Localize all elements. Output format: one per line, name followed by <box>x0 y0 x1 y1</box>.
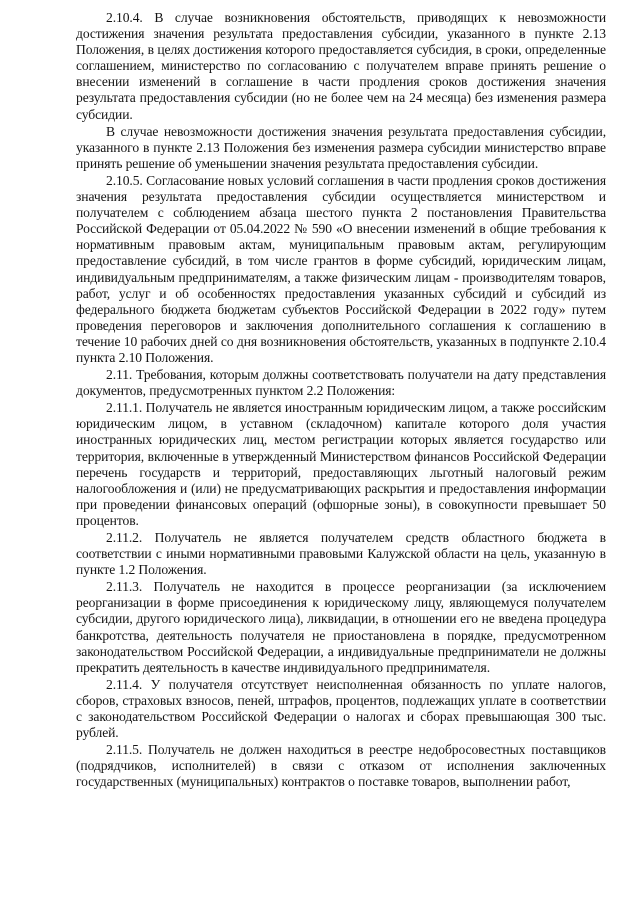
paragraph-2-11: 2.11. Требования, которым должны соответствовать получатели на дату представления документов, предусмотренных пунктом 2.2 Положения: <box>76 367 606 399</box>
paragraph-2-10-4-continuation: В случае невозможности достижения значения результата предоставления субсидии, указанного в пункте 2.13 Положения без изменения размера субсидии министерство вправе принять решение об уменьшении значения результата предоставления субсидии. <box>76 123 606 171</box>
paragraph-2-11-2: 2.11.2. Получатель не является получателем средств областного бюджета в соответствии с иными нормативными правовыми Калужской области на цель, указанную в пункте 1.2 Положения. <box>76 530 606 578</box>
document-body <box>76 10 606 792</box>
paragraph-2-11-4: 2.11.4. У получателя отсутствует неисполненная обязанность по уплате налогов, сборов, страховых взносов, пеней, штрафов, процентов, подлежащих уплате в соответствии с законодательством Российской Федерации о налогах и сборах превышающая 300 тыс. рублей. <box>76 676 606 741</box>
paragraph-2-11-1: 2.11.1. Получатель не является иностранным юридическим лицом, а также российским юридическим лицом, в уставном (складочном) капитале которого доля участия иностранных юридических лиц, местом регистрации которых является государство или территория, включенные в утвержденный Министерством финансов Российской Федерации перечень государств и территорий, предоставляющих льготный налоговый режим налогообложения и (или) не предусматривающих раскрытия и предоставления информации при проведении финансовых операций (офшорные зоны), в совокупности превышает 50 процентов. <box>76 400 606 528</box>
paragraph-2-10-5: 2.10.5. Согласование новых условий соглашения в части продления сроков достижения значения результата предоставления субсидии осуществляется министерством и получателем с соблюдением абзаца шестого пункта 2 постановления Правительства Российской Федерации от 05.04.2022 № 590 «О внесении изменений в общие требования к нормативным правовым актам, муниципальным правовым актам, регулирующим предоставление субсидий, в том числе грантов в форме субсидий, юридическим лицам, индивидуальным предпринимателям, а также физическим лицам - производителям товаров, работ, услуг и об особенностях предоставления указанных субсидий и субсидий из федерального бюджета бюджетам субъектов Российской Федерации в 2022 году» путем проведения переговоров и заключения дополнительного соглашения к соглашению в течение 10 рабочих дней со дня возникновения обстоятельств, указанных в подпункте 2.10.4 пункта 2.10 Положения. <box>76 172 606 365</box>
paragraph-2-11-3: 2.11.3. Получатель не находится в процессе реорганизации (за исключением реорганизации в форме присоединения к юридическому лицу, являющемуся получателем субсидии, другого юридического лица), ликвидации, в отношении его не введена процедура банкротства, деятельность получателя не приостановлена в порядке, предусмотренном законодательством Российской Федерации, а индивидуальные предприниматели не должны прекратить деятельность в качестве индивидуального предпринимателя. <box>76 579 606 675</box>
paragraph-2-11-5: 2.11.5. Получатель не должен находиться в реестре недобросовестных поставщиков (подрядчиков, исполнителей) в связи с отказом от исполнения заключенных государственных (муниципальных) контрактов о поставке товаров, выполнении работ, <box>76 742 606 790</box>
paragraph-2-10-4: 2.10.4. В случае возникновения обстоятельств, приводящих к невозможности достижения значения результата предоставления субсидии, указанного в пункте 2.13 Положения, в целях достижения которого предоставляется субсидия, в сроки, определенные соглашением, министерство по согласованию с получателем вправе принять решение о внесении изменений в соглашение в части продления сроков достижения значения результата предоставления субсидии (но не более чем на 24 месяца) без изменения размера субсидии. <box>76 10 606 122</box>
